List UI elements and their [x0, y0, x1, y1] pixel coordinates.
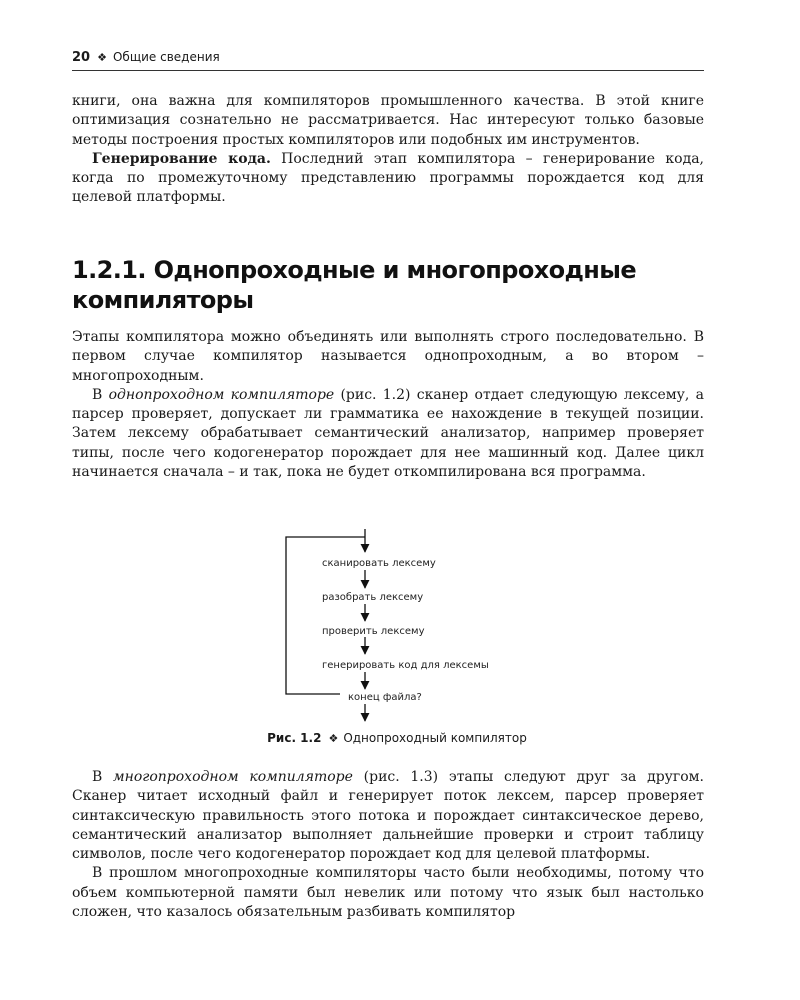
step-scan: сканировать лексему: [322, 558, 436, 569]
flowchart-diagram: [270, 528, 510, 724]
intro-paragraph-2-text: Последний этап компилятора – генерирование кода, когда по промежуточному представлению программы порождается код для целевой платформы.: [72, 150, 704, 206]
running-head: [72, 50, 704, 71]
separator-glyph: ❖: [97, 51, 107, 64]
after-figure-text: [72, 768, 704, 922]
section-paragraph-2: [72, 386, 704, 482]
page-number: 20: [72, 50, 91, 65]
code-generation-term: Генерирование кода.: [92, 150, 271, 167]
section-paragraph-2-text: (рис. 1.2) сканер отдает следующую лексему, а парсер проверяет, допускает ли грамматика ее нахождение в текущей позиции. Затем лексему обрабатывает семантический анализатор, например проверяет типы, после чего кодогенератор порождает для нее машинный код. Далее цикл начинается сначала – и так, пока не будет откомпилирована вся программа.: [72, 386, 704, 481]
section-paragraph-2-lead: В: [92, 386, 109, 403]
running-section-title: Общие сведения: [112, 50, 220, 64]
figure-caption-label: Рис. 1.2: [267, 731, 322, 745]
section-heading: 1.2.1. Однопроходные и многопроходные компиляторы: [72, 256, 637, 314]
intro-text: [72, 92, 704, 208]
step-end-of-file: конец файла?: [348, 692, 422, 703]
flowchart-figure: [270, 528, 510, 724]
after-paragraph-1-text: (рис. 1.3) этапы следуют друг за другом. Сканер читает исходный файл и генерирует поток лексем, парсер проверяет синтаксическую правильность этого потока и порождает синтаксическое дерево, семантический анализатор выполняет дальнейшие проверки и строит таблицу символов, после чего кодогенератор порождает код для целевой платформы.: [72, 769, 704, 863]
intro-paragraph-1: книги, она важна для компиляторов промышленного качества. В этой книге оптимизация сознательно не рассматривается. Нас интересуют только базовые методы построения простых компиляторов или подобных им инструментов.: [72, 93, 704, 148]
figure-caption: [72, 731, 722, 745]
after-paragraph-2: В прошлом многопроходные компиляторы часто были необходимы, потому что объем компьютерной памяти был невелик или потому что язык был настолько сложен, что казалось обязательным разбивать компилятор: [72, 865, 704, 921]
caption-separator-glyph: ❖: [328, 732, 339, 745]
section-paragraph-1: Этапы компилятора можно объединять или выполнять строго последовательно. В первом случае компилятор называется однопроходным, а во втором – многопроходным.: [72, 329, 704, 384]
after-paragraph-1: [72, 768, 704, 864]
step-generate: генерировать код для лексемы: [322, 660, 489, 671]
multi-pass-compiler-term: многопроходном компиляторе: [113, 769, 353, 785]
figure-caption-text: Однопроходный компилятор: [343, 731, 527, 745]
step-parse: разобрать лексему: [322, 592, 424, 603]
one-pass-compiler-term: однопроходном компиляторе: [108, 386, 335, 403]
step-check: проверить лексему: [322, 626, 425, 637]
section-text: [72, 328, 704, 482]
after-paragraph-1-lead: В: [92, 769, 114, 785]
intro-paragraph-2: [72, 150, 704, 208]
